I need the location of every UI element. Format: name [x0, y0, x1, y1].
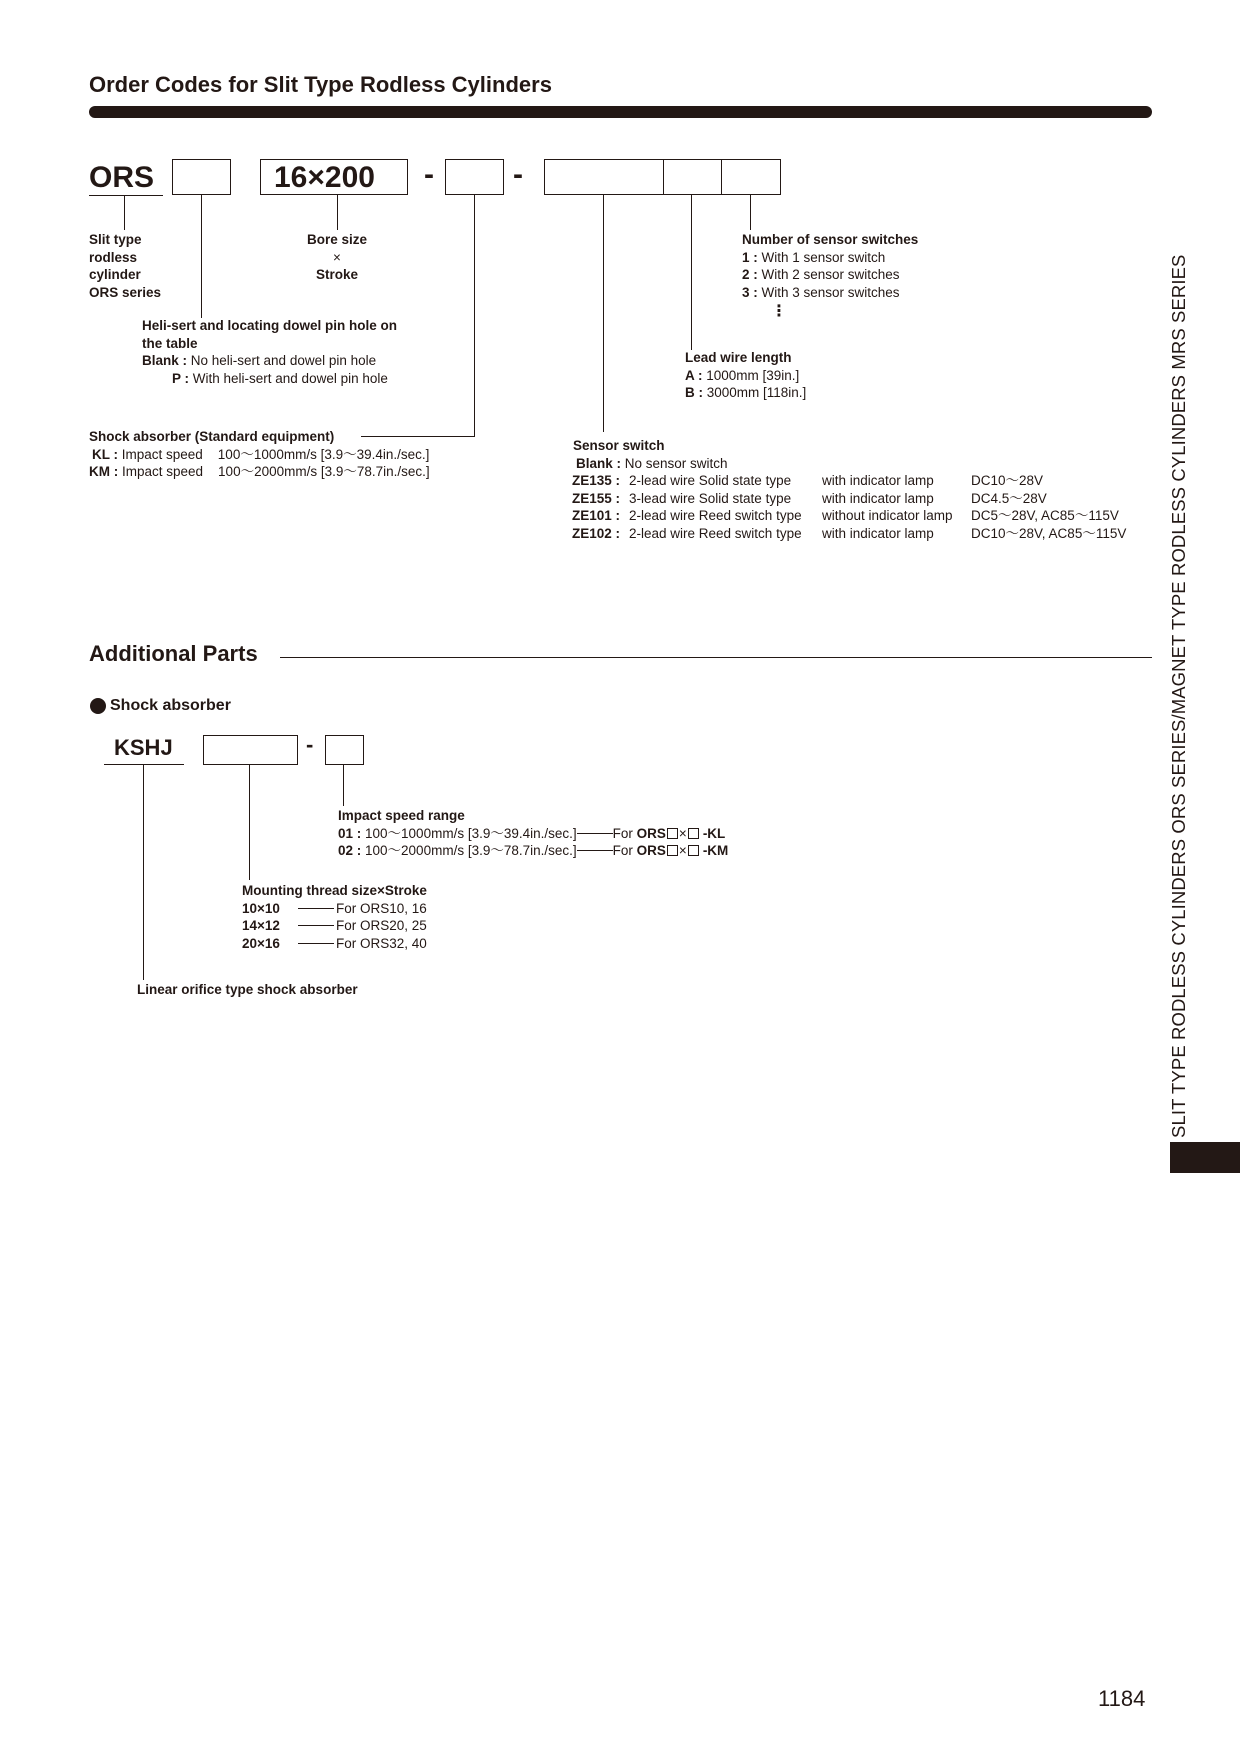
- option-box-heli: [172, 159, 231, 195]
- page-number: 1184: [1098, 1686, 1146, 1711]
- lead-wire-block: Lead wire length A : 1000mm [39in.] B : 3000mm [118in.]: [685, 350, 807, 400]
- sensor-switch-block: Sensor switch Blank : No sensor switch: [573, 438, 728, 471]
- mount-row: 10×10 For ORS10, 16: [242, 900, 427, 916]
- kshj-speed-box: [325, 735, 364, 765]
- dash-2: -: [513, 158, 523, 191]
- mounting-thread-block: Mounting thread size×Stroke 10×10 For ORS10, 16 14×12 For ORS20, 25 20×16 For ORS32, 40: [242, 883, 427, 951]
- page-title: Order Codes for Slit Type Rodless Cylinders: [89, 72, 552, 97]
- line-shock-v: [474, 195, 475, 436]
- option-box-number: [721, 159, 781, 195]
- dash-1: -: [424, 158, 434, 191]
- header-bar: [89, 106, 1152, 118]
- line-bore: [337, 195, 338, 230]
- mount-row: 14×12 For ORS20, 25: [242, 918, 427, 933]
- impact-row: 02 : 100～2000mm/s [3.9～78.7in./sec.] For ORS × -KM: [338, 843, 729, 858]
- line-lead: [691, 195, 692, 350]
- sensor-row: ZE135 : 2-lead wire Solid state type with indicator lamp DC10～28V: [572, 473, 1044, 488]
- placeholder-square-icon: [688, 828, 699, 839]
- line-impact: [343, 765, 344, 806]
- kshj-dash: -: [306, 732, 314, 757]
- code-prefix: ORS: [89, 161, 155, 194]
- sensor-row: ZE102 : 2-lead wire Reed switch type with indicator lamp DC10～28V, AC85～115V: [572, 525, 1127, 541]
- line-number: [750, 195, 751, 230]
- sensor-row: ZE155 : 3-lead wire Solid state type with indicator lamp DC4.5～28V: [572, 490, 1047, 506]
- prefix-underline: [89, 195, 163, 196]
- line-heli: [201, 195, 202, 318]
- bore-stroke-box: [260, 159, 408, 195]
- slit-type-label: Slit type rodless cylinder ORS series: [89, 232, 162, 300]
- heli-sert-block: Heli-sert and locating dowel pin hole on the table Blank : No heli-sert and dowel pin hole P : With heli-sert and dowel pin hole: [142, 318, 398, 386]
- option-box-sensor: [544, 159, 664, 195]
- ellipsis-vertical: ⋮: [771, 303, 787, 320]
- line-sensor: [603, 195, 604, 432]
- option-box-shock: [445, 159, 504, 195]
- additional-parts-rule: [280, 657, 1152, 658]
- bore-stroke-value: 16×200: [274, 161, 375, 194]
- sensor-switch-table: [572, 472, 1152, 542]
- bore-size-label: Bore size × Stroke: [306, 232, 368, 282]
- shock-absorber-block: Shock absorber (Standard equipment) KL : Impact speed 100～1000mm/s [3.9～39.4in./sec.] KM : Impact speed 100～2000mm/s [3.9～78.7in./sec.]: [89, 429, 430, 479]
- mount-row: 20×16 For ORS32, 40: [242, 935, 427, 951]
- sensor-row: ZE101 : 2-lead wire Reed switch type without indicator lamp DC5～28V, AC85～115V: [572, 508, 1119, 523]
- line-linear: [143, 765, 144, 980]
- kshj-code: KSHJ: [114, 735, 173, 760]
- bullet-icon: [90, 698, 106, 714]
- impact-speed-block: Impact speed range 01 : 100～1000mm/s [3.9～39.4in./sec.] For ORS × -KL 02 : 100～2000mm/s [3.9～78.7in./sec.] For ORS × -KM: [338, 808, 729, 858]
- side-tab-marker: [1170, 1142, 1240, 1173]
- line-mount: [249, 765, 250, 880]
- option-box-lead: [663, 159, 722, 195]
- placeholder-square-icon: [667, 845, 678, 856]
- kshj-underline: [104, 764, 184, 765]
- placeholder-square-icon: [667, 828, 678, 839]
- linear-orifice-label: Linear orifice type shock absorber: [137, 982, 358, 997]
- side-series-text: SLIT TYPE RODLESS CYLINDERS ORS SERIES/MAGNET TYPE RODLESS CYLINDERS MRS SERIES: [1168, 254, 1189, 1138]
- line-slit: [124, 196, 125, 230]
- number-of-switches-block: Number of sensor switches 1 : With 1 sensor switch 2 : With 2 sensor switches 3 : With 3 sensor switches: [742, 232, 919, 300]
- additional-parts-title: Additional Parts: [89, 641, 258, 666]
- placeholder-square-icon: [688, 845, 699, 856]
- impact-row: 01 : 100～1000mm/s [3.9～39.4in./sec.] For ORS × -KL: [338, 825, 726, 841]
- kshj-mount-box: [203, 735, 298, 765]
- shock-absorber-heading: Shock absorber: [110, 697, 231, 714]
